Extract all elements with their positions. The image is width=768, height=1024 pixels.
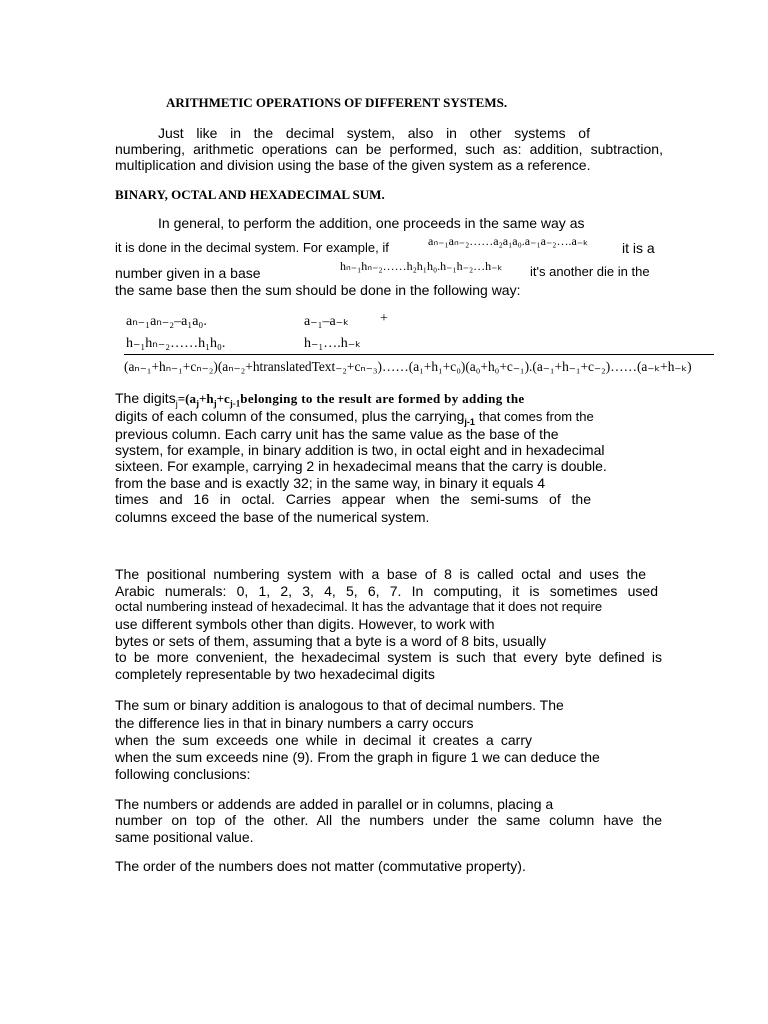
sum-row-2-mid: h₋₁….h₋ₖ <box>304 336 362 351</box>
page-title: ARITHMETIC OPERATIONS OF DIFFERENT SYSTEMS. <box>166 95 508 110</box>
octal-line-2: Arabic numerals: 0, 1, 2, 3, 4, 5, 6, 7. In computing, it is sometimes used <box>115 583 658 599</box>
binary-line-5: following conclusions: <box>115 766 251 782</box>
sum-row-1-mid: a₋₁–a₋ₖ <box>304 314 350 329</box>
general-line-2a: it is done in the decimal system. For example, if <box>115 240 389 255</box>
intro-line-2: numbering, arithmetic operations can be performed, such as: addition, subtraction, <box>115 141 663 157</box>
digits-line-4: system, for example, in binary addition is two, in octal eight and in hexadecimal <box>115 442 605 458</box>
formula-h-digits: hₙ₋₁hₙ₋₂……h₂h₁h₀.h₋₁h₋₂…h₋ₖ <box>340 259 503 273</box>
digits-line-6: from the base and is exactly 32; in the same way, in binary it equals 4 <box>115 475 546 491</box>
binary-line-2: the difference lies in that in binary numbers a carry occurs <box>115 715 474 731</box>
formula-a-digits: aₙ₋₁aₙ₋₂……a₂a₁a₀.a₋₁a₋₂….a₋ₖ <box>428 234 589 248</box>
sum-result: (aₙ₋₁+hₙ₋₁+cₙ₋₂)(aₙ₋₂+htranslatedText₋₂+cₙ₋₃)……(a₁+h₁+c₀)(a₀+h₀+c₋₁).(a₋₁+h₋₁+c₋₂)……(a₋ₖ+h₋ₖ) <box>124 359 692 374</box>
binary-line-4: when the sum exceeds nine (9). From the graph in figure 1 we can deduce the <box>115 749 600 765</box>
general-line-3b: it's another die in the <box>530 264 650 279</box>
octal-line-3: octal numbering instead of hexadecimal. It has the advantage that it does not require <box>115 599 603 614</box>
general-line-1: In general, to perform the addition, one proceeds in the same way as <box>158 215 585 231</box>
digits-line-1: The $digits_j=(a_j+h_j+c_{j-1}belonging$ to the result are formed by adding the <box>115 390 525 409</box>
octal-line-4: use different symbols other than digits. However, to work with <box>115 616 495 632</box>
digits-line-2: digits of each column of the consumed, plus the carrying$_{j-1}$ that comes from the <box>115 408 594 427</box>
digits-line-7: times and 16 in octal. Carries appear when the semi-sums of the <box>115 491 591 507</box>
sum-row-1-left: aₙ₋₁aₙ₋₂–a₁a₀. <box>126 314 207 329</box>
octal-line-7: completely representable by two hexadecimal digits <box>115 666 435 682</box>
addends-line-1: The numbers or addends are added in parallel or in columns, placing a <box>115 796 554 812</box>
general-line-2b: it is a <box>622 240 655 256</box>
octal-line-5: bytes or sets of them, assuming that a byte is a word of 8 bits, usually <box>115 633 547 649</box>
intro-line-3: multiplication and division using the base of the given system as a reference. <box>115 157 591 173</box>
order-line: The order of the numbers does not matter (commutative property). <box>115 858 526 874</box>
addends-line-2: number on top of the other. All the numbers under the same column have the <box>115 812 662 828</box>
binary-line-1: The sum or binary addition is analogous to that of decimal numbers. The <box>115 697 564 713</box>
general-line-3a: number given in a base <box>115 265 261 281</box>
digits-line-3: previous column. Each carry unit has the same value as the base of the <box>115 426 559 442</box>
digits-line-5: sixteen. For example, carrying 2 in hexadecimal means that the carry is double. <box>115 458 607 474</box>
addends-line-3: same positional value. <box>115 829 254 845</box>
section-heading: BINARY, OCTAL AND HEXADECIMAL SUM. <box>115 187 385 202</box>
binary-line-3: when the sum exceeds one while in decimal it creates a carry <box>115 732 532 748</box>
digits-line-8: columns exceed the base of the numerical system. <box>115 509 430 525</box>
intro-line-1: Just like in the decimal system, also in other systems of <box>158 125 590 141</box>
sum-divider <box>124 354 714 355</box>
sum-row-2-left: h₋₁hₙ₋₂……h₁h₀. <box>126 336 226 351</box>
octal-line-1: The positional numbering system with a base of 8 is called octal and uses the <box>115 566 646 582</box>
general-line-4: the same base then the sum should be done in the following way: <box>115 282 521 298</box>
octal-line-6: to be more convenient, the hexadecimal system is such that every byte defined is <box>115 649 662 665</box>
plus-sign: + <box>380 311 388 326</box>
